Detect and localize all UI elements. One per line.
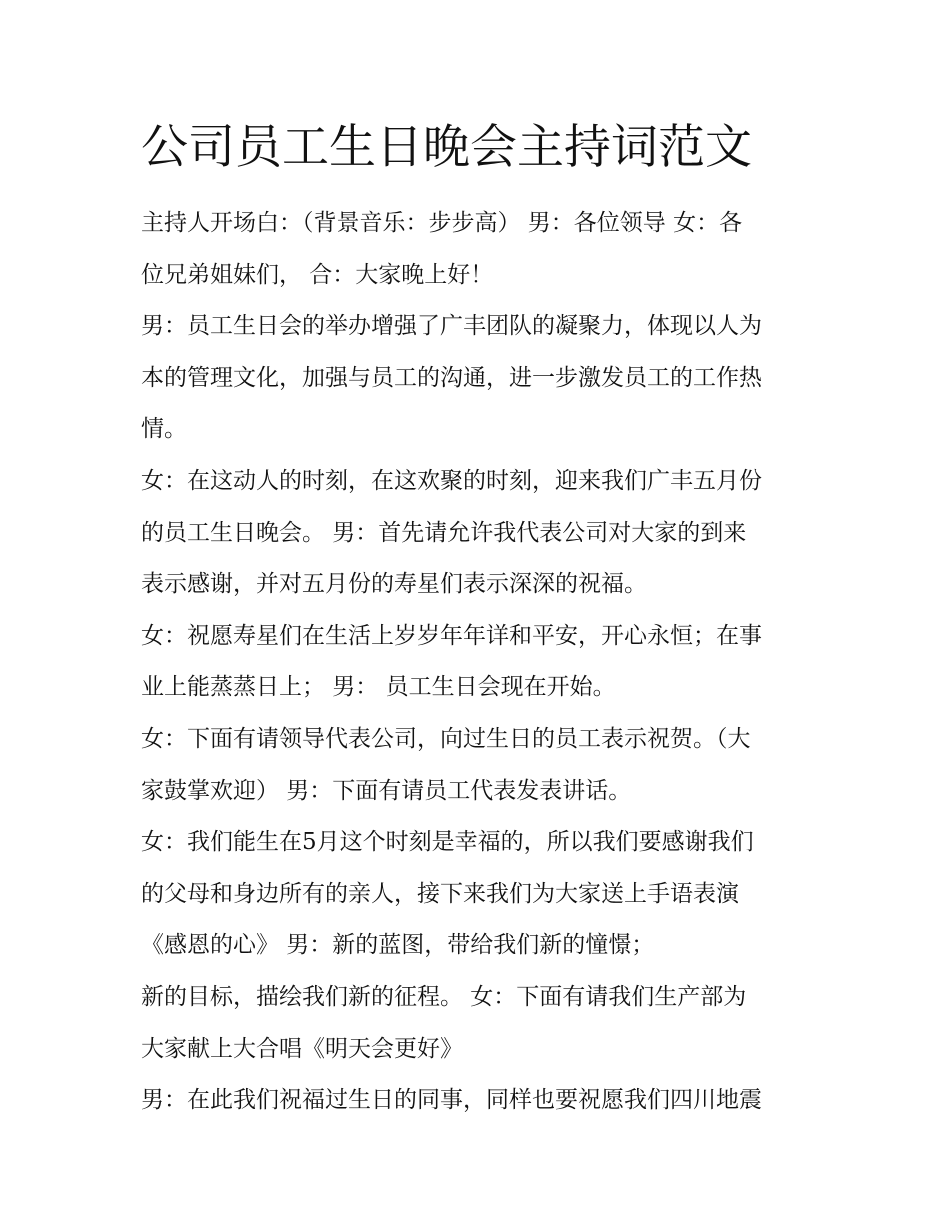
text-line: 男：员工生日会的举办增强了广丰团队的凝聚力，体现以人为 — [141, 313, 762, 340]
document-page — [141, 0, 811, 1229]
text-line: 女：下面有请领导代表公司，向过生日的员工表示祝贺。（大 — [141, 725, 751, 752]
text-line: 大家献上大合唱《明天会更好》 — [141, 1035, 463, 1062]
text-line: 业上能蒸蒸日上； 男： 员工生日会现在开始。 — [141, 674, 616, 701]
text-line: 新的目标，描绘我们新的征程。 女：下面有请我们生产部为 — [141, 983, 747, 1010]
text-line: 的父母和身边所有的亲人，接下来我们为大家送上手语表演 — [141, 880, 739, 907]
text-line: 位兄弟姐妹们， 合：大家晚上好！ — [141, 261, 494, 288]
document-title: 公司员工生日晚会主持词范文 — [141, 120, 752, 175]
text-line: 女：在这动人的时刻，在这欢聚的时刻，迎来我们广丰五月份 — [141, 467, 762, 494]
text-line: 男：在此我们祝福过生日的同事，同样也要祝愿我们四川地震 — [141, 1087, 762, 1114]
text-line: 主持人开场白：（背景音乐：步步高） 男：各位领导 女：各 — [141, 210, 743, 236]
text-line: 本的管理文化，加强与员工的沟通，进一步激发员工的工作热 — [141, 364, 762, 391]
text-line: 情。 — [141, 416, 187, 443]
text-line: 《感恩的心》 男：新的蓝图，带给我们新的憧憬； — [141, 932, 655, 959]
text-line: 表示感谢，并对五月份的寿星们表示深深的祝福。 — [141, 571, 647, 598]
text-line: 女：我们能生在5月这个时刻是幸福的，所以我们要感谢我们 — [141, 829, 754, 856]
document-body — [141, 198, 811, 1127]
text-line: 女：祝愿寿星们在生活上岁岁年年详和平安，开心永恒；在事 — [141, 622, 762, 649]
text-line: 的员工生日晚会。 男：首先请允许我代表公司对大家的到来 — [141, 519, 747, 546]
text-line: 家鼓掌欢迎） 男：下面有请员工代表发表讲话。 — [141, 777, 632, 804]
